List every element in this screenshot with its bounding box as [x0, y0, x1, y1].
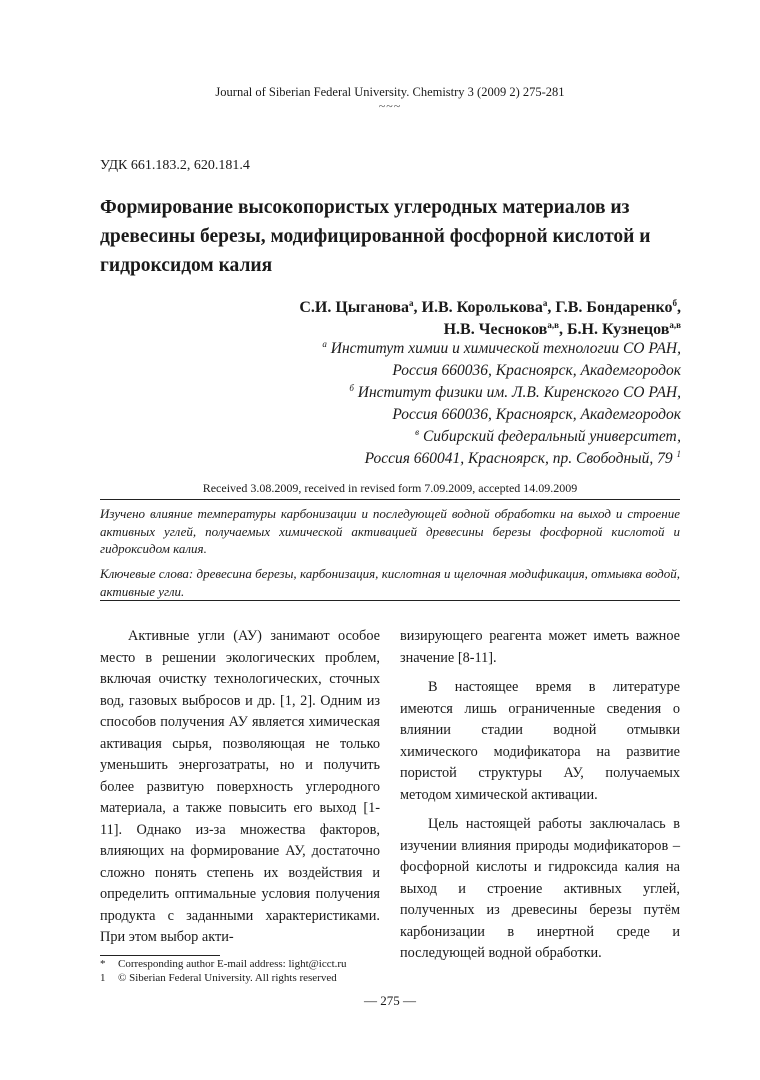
- footnote-text: Corresponding author E-mail address: light@icct.ru: [118, 958, 347, 970]
- author-sep: ,: [558, 321, 567, 338]
- affiliation-line: [121, 426, 681, 448]
- abstract-bottom-rule: [100, 600, 680, 601]
- author-sup: а,в: [669, 320, 681, 330]
- affiliation-line: [121, 448, 681, 470]
- affiliation-line: Россия 660036, Красноярск, Академгородок: [392, 406, 681, 423]
- page-number: — 275 —: [364, 993, 416, 1008]
- abstract-top-rule: [100, 499, 680, 500]
- affiliation-line: Россия 660036, Красноярск, Академгородок: [392, 362, 681, 379]
- footnote: [100, 972, 337, 985]
- affiliation-text: Институт химии и химической технологии СО РАН,: [330, 340, 681, 357]
- affiliation-sup: 1: [676, 449, 681, 459]
- affiliation-text: Россия 660041, Красноярск, пр. Свободный, 79: [364, 450, 673, 467]
- affiliation-line: [121, 338, 681, 360]
- abstract: Изучено влияние температуры карбонизации и последующей водной обработки на выход и строение активных углей, получаемых химической активацией древесины березы фосфорной кислотой и гидроксидом калия.: [100, 506, 680, 556]
- author-sup: а: [542, 298, 548, 308]
- body-column-left: [100, 626, 380, 949]
- affiliation-sup: а: [322, 339, 327, 349]
- affiliation-sup: б: [349, 383, 354, 393]
- author-sep: ,: [547, 299, 556, 316]
- body-paragraph: Активные угли (АУ) занимают особое место в решении экологических проблем, включая очистку технологических, сточных вод, газовых выбросов и др. [1, 2]. Одним из способов получения АУ является химическая активация сырья, позволяющая не только уменьшить энергозатраты, но и получить более развитую поверхность углеродного материала, а также повысить его выход [1-11]. Однако из-за множества факторов, влияющих на формирование АУ, достаточно сложно понять степень их воздействия и определить оптимальные условия получения продукта с заданными характеристиками. При этом выбор акти-: [100, 628, 380, 945]
- body-column-right: [400, 626, 680, 965]
- authors-line-1: [121, 297, 681, 319]
- footnote-mark: *: [100, 958, 106, 970]
- affiliation-line: [121, 382, 681, 404]
- author-sup: а: [409, 298, 414, 308]
- body-paragraph: Цель настоящей работы заключалась в изучении влияния природы модификаторов – фосфорной кислоты и гидроксида калия на выход и строение активных углей, полученных из древесины березы путём карбонизации в инертной среде и последующей водной обработки.: [400, 816, 680, 961]
- affiliation-sup: в: [415, 427, 420, 437]
- author-sep: ,: [677, 299, 681, 316]
- affiliations: [121, 338, 681, 470]
- author-sup: б: [672, 298, 677, 308]
- footnote: [100, 958, 347, 971]
- udk-code: УДК 661.183.2, 620.181.4: [100, 158, 250, 173]
- body-paragraph: визирующего реагента может иметь важное значение [8-11].: [400, 628, 680, 666]
- affiliation-text: Институт физики им. Л.В. Киренского СО РАН,: [357, 384, 681, 401]
- affiliation-text: Сибирский федеральный университет,: [422, 428, 681, 445]
- header-ornament: ~~~: [378, 99, 402, 113]
- received-dates: Received 3.08.2009, received in revised form 7.09.2009, accepted 14.09.2009: [202, 481, 578, 495]
- author-sep: ,: [413, 299, 422, 316]
- author-name: С.И. Цыганова: [299, 299, 410, 316]
- authors-block: [121, 297, 681, 341]
- footnote-mark: 1: [100, 972, 106, 984]
- author-name: Н.В. Чесноков: [443, 321, 548, 338]
- footnote-text: © Siberian Federal University. All rights reserved: [118, 972, 337, 984]
- article-title: Формирование высокопористых углеродных материалов из древесины березы, модифицированной фосфорной кислотой и гидроксидом калия: [100, 197, 651, 276]
- body-paragraph: В настоящее время в литературе имеются лишь ограниченные сведения о влиянии стадии водной отмывки химического модификатора на развитие пористой структуры АУ, получаемых методом химической активации.: [400, 679, 680, 803]
- author-sup: а,в: [547, 320, 559, 330]
- footnote-rule: [100, 955, 220, 956]
- journal-header: Journal of Siberian Federal University. Chemistry 3 (2009 2) 275-281: [215, 85, 565, 99]
- author-name: Б.Н. Кузнецов: [566, 321, 670, 338]
- author-name: Г.В. Бондаренко: [555, 299, 673, 316]
- author-name: И.В. Королькова: [421, 299, 543, 316]
- keywords: Ключевые слова: древесина березы, карбонизация, кислотная и щелочная модификация, отмывка водой, активные угли.: [100, 566, 680, 599]
